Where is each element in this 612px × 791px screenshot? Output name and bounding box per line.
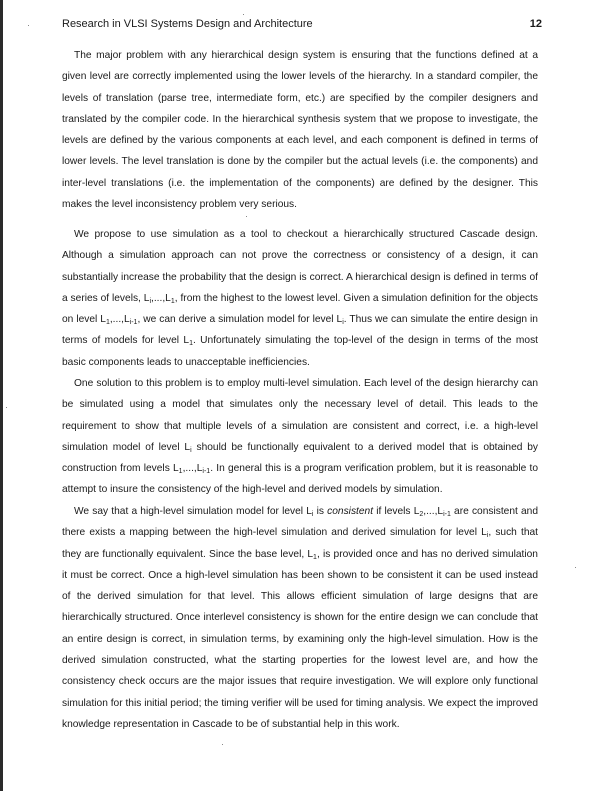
- text-run: The major problem with any hierarchical design system is ensuring that the functions defined at a given level are correctly implemented using the lower levels of the hierarchy. In a standard compiler, the levels of translation (parse tree, intermediate form, etc.) are specified by the compiler designers and translated by the compiler code. In the hierarchical synthesis system that we propose to investigate, the levels are defined by the various components at each level, and each component is defined in terms of lower levels. The level translation is done by the compiler but the actual levels (i.e. the components) and inter-level translations (i.e. the implementation of the components) are defined by the designer. This makes the level inconsistency problem very serious.: [62, 50, 538, 211]
- text-run: should be functionally equivalent to a derived model that is obtained by construction from levels L: [62, 441, 539, 475]
- subscript: 1: [189, 340, 193, 348]
- paragraph-text: [62, 45, 538, 215]
- text-run: are consistent and there exists a mapping between the high-level simulation and derived simulation for level L: [62, 506, 538, 539]
- subscript: i: [486, 532, 489, 540]
- subscript: i-1: [443, 511, 451, 518]
- paragraph-multilevel-simulation: [62, 373, 538, 501]
- text-run: . Unfortunately simulating the top-level of the design in terms of the most basic components leads to unacceptable inefficiencies.: [62, 335, 539, 368]
- emphasis: consistent: [327, 506, 374, 517]
- subscript: 1: [105, 319, 110, 327]
- subscript: 1: [170, 297, 175, 305]
- text-run: , from the highest to the lowest level. Given a simulation definition for the objects on level L: [62, 292, 539, 326]
- page-header: [62, 18, 542, 34]
- subscript: i: [190, 446, 192, 454]
- paragraph-text: [62, 373, 538, 501]
- text-run: , is provided once and has no derived simulation it must be correct. Once a high-level simulation has been shown to be consistent it can be used instead of the derived simulation for that level. This allows efficient simulation of large designs that are hierarchically structured. Once interlevel consistency is shown for the entire design we can conclude that an entire design is correct, in simulation terms, by examining only the high-level simulation. How is the derived simulation constructed, what the starting properties for the lowest level are, and how the consistency check occurs are the major issues that require investigation. We will explore only functional simulation for this initial period; the timing verifier will be used for timing analysis. We expect the improved knowledge representation in Cascade to be of substantial help in this work.: [62, 548, 538, 730]
- subscript: 1: [313, 553, 317, 561]
- subscript: i: [149, 297, 152, 305]
- text-run: One solution to this problem is to employ multi-level simulation. Each level of the design hierarchy can be simulated using a model that simulates only the necessary level of detail. This leads to the requirement to show that multiple levels of a simulation are consistent and correct, i.e. a high-level simulation model of level L: [62, 378, 538, 453]
- text-run: ,...,L: [182, 463, 203, 475]
- page-number: 12: [529, 18, 542, 30]
- text-run: is: [313, 506, 328, 517]
- text-run: ,...,L: [423, 506, 444, 517]
- subscript: i: [342, 319, 344, 327]
- text-run: ,...,L: [109, 314, 130, 326]
- subscript: 1: [178, 468, 183, 476]
- running-title: Research in VLSI Systems Design and Architecture: [62, 18, 313, 30]
- subscript: i-1: [129, 319, 138, 327]
- text-run: if levels L: [373, 506, 420, 517]
- text-run: . In general this is a program verification problem, but it is reasonable to attempt to insure the consistency of the high-level and derived models by simulation.: [62, 463, 538, 496]
- subscript: 2: [419, 511, 424, 518]
- scan-edge-bar: [0, 0, 3, 791]
- subscript: i: [311, 511, 314, 518]
- text-run: ,...,L: [151, 292, 171, 304]
- text-run: , such that they are functionally equivalent. Since the base level, L: [62, 527, 538, 560]
- text-run: . Thus we can simulate the entire design in terms of models for level L: [62, 314, 538, 347]
- text-run: We say that a high-level simulation model for level L: [74, 506, 312, 517]
- paragraph-consistency-definition: [62, 501, 538, 735]
- text-run: , we can derive a simulation model for level L: [137, 314, 343, 326]
- text-run: We propose to use simulation as a tool to checkout a hierarchically structured Cascade design. Although a simulation approach can not prove the correctness or consistency of a design, it can substantially increase the probability that the design is correct. A hierarchical design is defined in terms of a series of levels, L: [62, 229, 538, 304]
- paragraph-text: [62, 501, 538, 735]
- paragraph-level-problem: [62, 45, 538, 215]
- paragraph-text: [62, 224, 538, 373]
- paragraph-simulation-proposal: [62, 224, 538, 373]
- subscript: i-1: [202, 468, 211, 476]
